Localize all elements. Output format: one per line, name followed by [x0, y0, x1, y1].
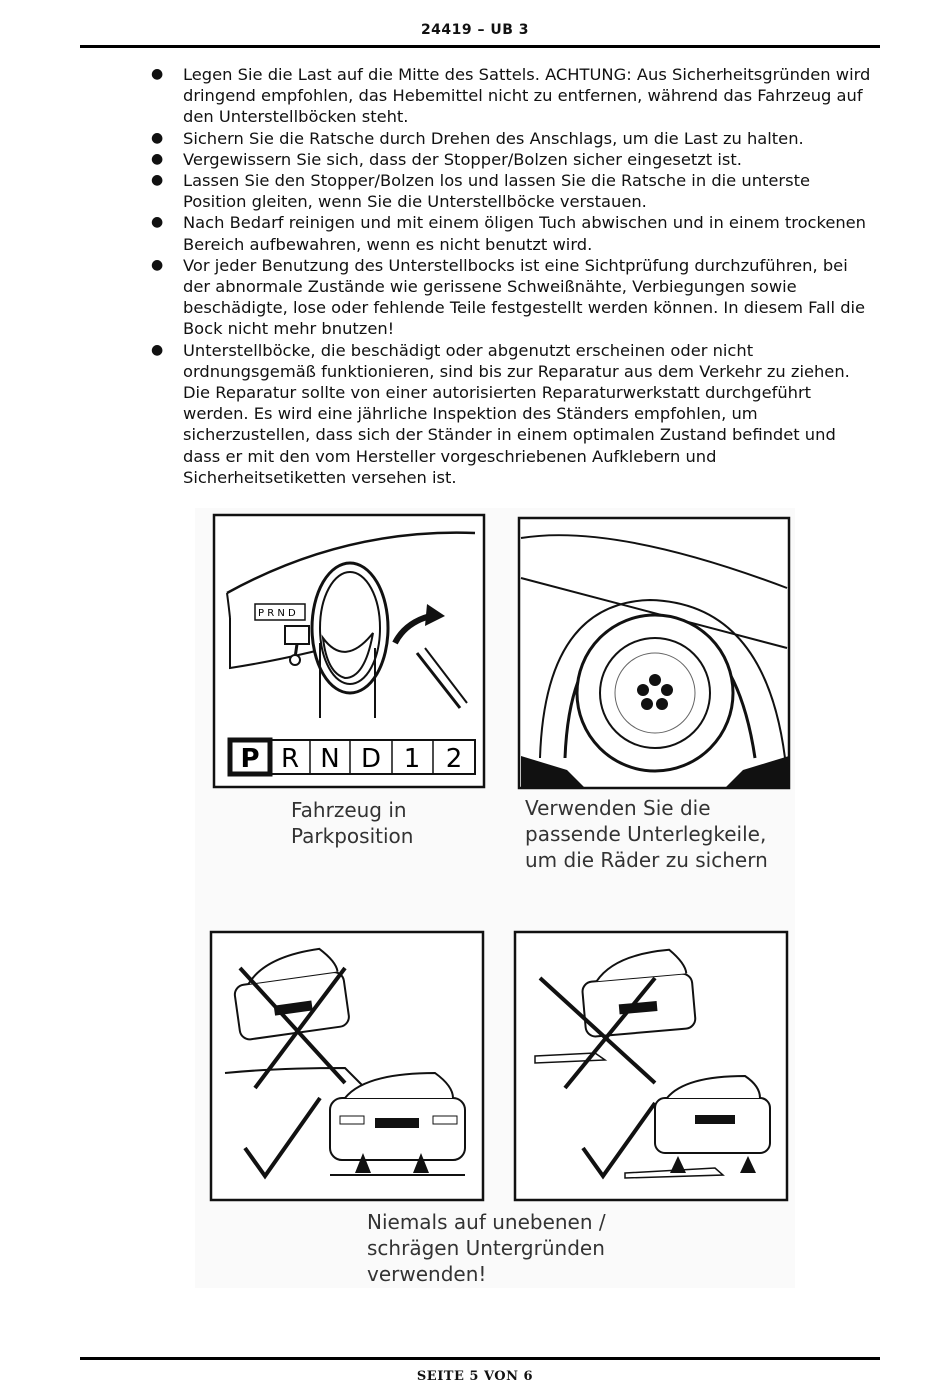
small-gear-label: P R N D: [258, 608, 296, 619]
bullet-icon: ●: [151, 341, 164, 358]
page-number: SEITE 5 VON 6: [416, 1369, 534, 1384]
bullet-icon: ●: [151, 214, 164, 231]
bullet-icon: ●: [151, 129, 164, 146]
safety-illustration: [195, 508, 795, 1288]
bullet-icon: ●: [151, 256, 164, 273]
gear-label: 2: [445, 744, 463, 774]
caption-park-position: Fahrzeug in Parkposition: [291, 798, 414, 848]
list-item: ● Lassen Sie den Stopper/Bolzen los und lassen Sie die Ratsche in die unterste Position gleiten, wenn Sie die Unterstellböcke verstauen.: [151, 171, 810, 212]
gear-label: N: [320, 744, 340, 774]
uneven-ground-panel: [211, 932, 483, 1200]
footer-rule: [80, 1357, 880, 1360]
dashboard-panel: [214, 515, 484, 787]
gear-label: D: [360, 744, 382, 774]
bullet-icon: ●: [151, 66, 164, 82]
header-rule: [80, 45, 880, 48]
list-item: ● Vor jeder Benutzung des Unterstellbocks ist eine Sichtprüfung durchzuführen, bei der abnormale Zustände wie gerissene Schweißnähte, Verbiegungen sowie beschädigte, lose oder fehlende Teile festgestellt werden können. In diesem Fall die Bock nicht mehr bnutzen!: [151, 255, 866, 339]
list-item: ● Legen Sie die Last auf die Mitte des Sattels. ACHTUNG: Aus Sicherheitsgründen wird dringend empfohlen, das Hebemittel nicht zu entfernen, während das Fahrzeug auf den Unterstellböcken steht.: [151, 65, 871, 127]
bullet-icon: ●: [151, 150, 164, 167]
list-item: ● Unterstellböcke, die beschädigt oder abgenutzt erscheinen oder nicht ordnungsgemäß funktionieren, sind bis zur Reparatur aus dem Verkehr zu ziehen. Die Reparatur sollte von einer autorisierten Reparaturwerkstatt durchgeführt werden. Es wird eine jährliche Inspektion des Ständers empfohlen, um sicherzustellen, dass sich der Ständer in einem optimalen Zustand befindet und dass er mit den vom Hersteller vorgeschriebenen Aufklebern und Sicherheitsetiketten versehen ist.: [151, 340, 850, 487]
gear-label: R: [280, 744, 300, 774]
list-item: ● Sichern Sie die Ratsche durch Drehen des Anschlags, um die Last zu halten.: [151, 128, 804, 148]
instruction-list: [148, 64, 878, 488]
gear-label: 1: [403, 744, 421, 774]
list-item: ● Vergewissern Sie sich, dass der Stopper/Bolzen sicher eingesetzt ist.: [151, 149, 742, 169]
gear-label: P: [240, 744, 260, 774]
bullet-icon: ●: [151, 172, 164, 189]
no-person-under-car-panel: [515, 932, 787, 1200]
list-item: ● Nach Bedarf reinigen und mit einem öligen Tuch abwischen und in einem trockenen Bereich aufbewahren, wenn es nicht benutzt wird.: [151, 213, 866, 254]
page-header-title: 24419 – UB 3: [420, 22, 530, 38]
wheel-chock-panel: [519, 518, 789, 788]
caption-wheel-chocks: Verwenden Sie die passende Unterlegkeile, um die Räder zu sichern: [525, 796, 768, 872]
caption-uneven-ground: Niemals auf unebenen / schrägen Untergründen verwenden!: [367, 1210, 606, 1286]
